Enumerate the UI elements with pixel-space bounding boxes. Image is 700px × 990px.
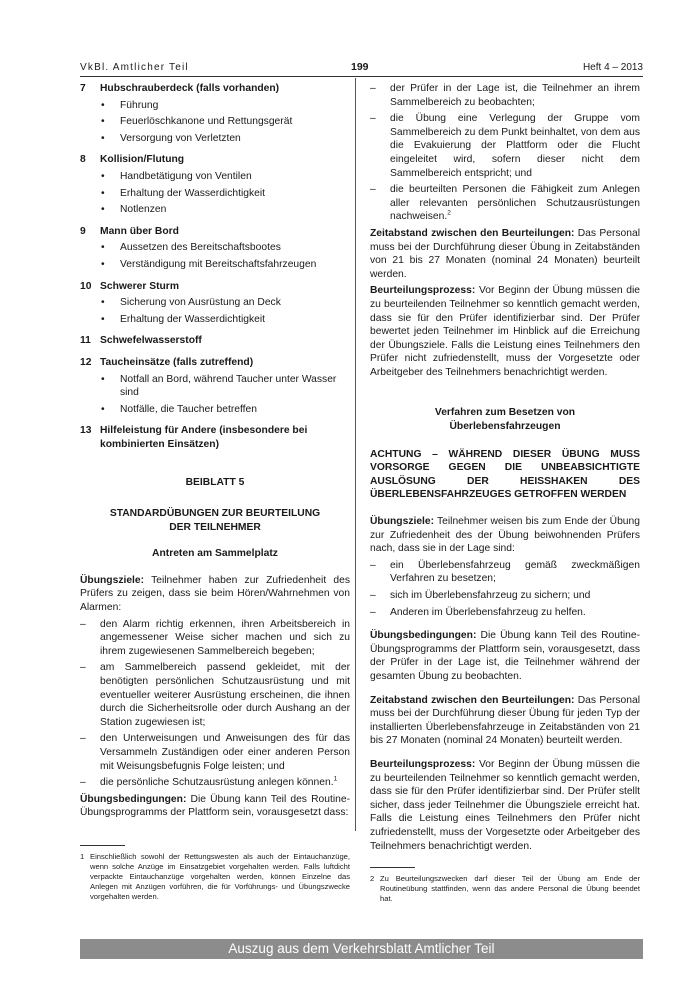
list-item: • Sicherung von Ausrüstung an Deck <box>101 297 281 309</box>
bullet-icon: • <box>101 297 105 309</box>
bullet-icon: • <box>101 403 105 415</box>
goals-paragraph <box>80 574 350 615</box>
footnote-1: 1 Einschließlich sowohl der Rettungswesten als auch der Eintauchanzüge, wenn solche Anzüge im Einsatzgebiet vorgehalten werden. Falls luftdicht verpackte Eintauchanzüge vorgehalten werden, können Einzelne das Anlegen mit Anzügen vorführen, die für Vorführungs- und Übungszwecke vorgehalten werden. <box>80 852 350 902</box>
issue-label: Heft 4 – 2013 <box>582 62 643 73</box>
right-column <box>370 82 640 853</box>
conditions-paragraph-2: Übungsbedingungen: Die Übung kann Teil des Routine-Übungsprogramms der Plattform sein, vorausgesetzt, dass der Prüfer in der Lage ist, die Teilnehmer während der gesamten Übung zu beobachten. <box>370 630 640 682</box>
page-header <box>80 61 643 75</box>
conditions-text: Die Übung kann Teil des Routine-Übungsprogramms der Plattform sein, vorausgesetzt dass: <box>80 793 350 819</box>
left-column <box>80 82 350 820</box>
bullet-list <box>80 170 350 217</box>
item-title: Hubschrauberdeck (falls vorhanden) <box>100 83 280 94</box>
bullet-icon: • <box>101 99 105 111</box>
item-title: Schwefelwasserstoff <box>100 335 202 347</box>
item-number: 7 <box>80 83 86 94</box>
numbered-item-heading <box>80 334 350 348</box>
numbered-item-heading <box>80 153 350 167</box>
list-item: – die Übung eine Verlegung der Gruppe vom Sammelbereich zu dem Punkt beinhaltet, von dem aus die Evakuierung der Plattform oder die Flucht eingeleitet wird, sofern dieser nicht dem Sammelbereich entspricht; und <box>370 113 640 179</box>
item-number: 9 <box>80 225 86 237</box>
process-paragraph-2: Beurteilungsprozess: Vor Beginn der Übung müssen die zu beurteilenden Teilnehmer so kenntlich gemacht werden, dass sie für den Prüfer identifizierbar sind. Der Prüfer stellt sicher, dass jeder Teilnehmer die Übungsziele erreicht hat. Falls die Leistung eines Teilnehmers den Prüfer nicht zufriedenstellt, muss der Vorgesetzte oder Arbeitgeber des Teilnehmers benachrichtigt werden. <box>370 758 640 852</box>
numbered-item <box>80 153 350 216</box>
numbered-item <box>80 424 350 451</box>
bullet-icon: • <box>101 187 105 199</box>
beiblatt-heading: BEIBLATT 5 <box>185 477 245 489</box>
list-item: – Anderen im Überlebensfahrzeug zu helfen. <box>370 606 586 618</box>
numbered-item-heading <box>80 424 350 451</box>
bullet-icon: • <box>101 313 105 325</box>
list-item: – am Sammelbereich passend gekleidet, mit der benötigten persönlichen Schutzausrüstung und mit eventueller weiterer Ausrüstung erscheinen, die ihnen durch die Sicherheitsrolle oder durch Aushang an der Station zugewiesen ist; <box>80 662 350 728</box>
interval-paragraph-2: Zeitabstand zwischen den Beurteilungen: Das Personal muss bei der Durchführung dieser Übung für jeden Typ der installierten Überlebensfahrzeuge in Zeitabständen von 21 bis 27 Monaten (nominal 24 Monaten) beurteilt werden. <box>370 694 640 747</box>
list-item: • Feuerlöschkanone und Rettungsgerät <box>101 116 293 128</box>
interval-paragraph-1: Zeitabstand zwischen den Beurteilungen: Das Personal muss bei der Durchführung dieser Übung in Zeitabständen von 21 bis 27 Monaten (nominal 24 Monaten) beurteilt werden. <box>370 227 640 280</box>
footnote-rule-right <box>370 867 415 868</box>
goals-text: Teilnehmer haben zur Zufriedenheit des Prüfers zu zeigen, dass sie beim Hören/Wahrnehmen von Alarmen: <box>80 574 350 614</box>
goals-paragraph-2: Übungsziele: Teilnehmer weisen bis zum Ende der Übung zur Zufriedenheit des der Übung beiwohnenden Prüfers nach, dass sie in der Lage sind: <box>370 516 640 555</box>
bullet-icon: • <box>101 373 105 385</box>
item-title: Kollision/Flutung <box>100 154 185 166</box>
subheading-sammelplatz: Antreten am Sammelplatz <box>152 548 278 560</box>
bullet-icon: • <box>101 258 105 270</box>
list-item: • Notlenzen <box>101 204 167 216</box>
process-paragraph-1: Beurteilungsprozess: Vor Beginn der Übung müssen die zu beurteilenden Teilnehmer so kenntlich gemacht werden, dass sie für den Prüfer identifizierbar sind. Der Prüfer bewertet jeden Teilnehmer im Hinblick auf die Erreichung der Übungsziele. Falls die Leistung eines Teilnehmers den Prüfer nicht zufriedenstellt, muss der Vorgesetzte oder Arbeitgeber des Teilnehmers benachrichtigt werden. <box>370 285 640 378</box>
goals-list <box>80 618 350 790</box>
numbered-item <box>80 334 350 348</box>
bullet-list <box>80 241 350 271</box>
item-title: Hilfeleistung für Andere (insbesondere bei kombinierten Einsätzen) <box>100 425 308 450</box>
footnote-ref-1[interactable]: 1 <box>333 775 338 783</box>
list-item: • Aussetzen des Bereitschaftsbootes <box>101 242 281 254</box>
item-number: 12 <box>80 356 92 368</box>
list-item: • Erhaltung der Wasserdichtigkeit <box>101 313 265 325</box>
list-item: – den Alarm richtig erkennen, ihren Arbeitsbereich in angemessener Weise sicher machen und sich zu ihrem zugewiesenen Sammelbereich begeben; <box>80 618 350 657</box>
list-item: • Führung <box>101 99 159 111</box>
numbered-item-heading <box>80 280 350 294</box>
conditions-paragraph <box>80 793 350 820</box>
section-title: STANDARDÜBUNGEN ZUR BEURTEILUNG DER TEILNEHMER <box>109 508 321 533</box>
item-number: 10 <box>80 280 92 292</box>
numbered-list <box>80 82 350 451</box>
header-rule <box>80 76 643 77</box>
list-item: – ein Überlebensfahrzeug gemäß zweckmäßigen Verfahren zu besetzen; <box>370 559 640 585</box>
list-item: – sich im Überlebensfahrzeug zu sichern; und <box>370 590 591 601</box>
item-title: Mann über Bord <box>100 225 179 237</box>
list-item: – die persönliche Schutzausrüstung anlegen können.$^1$ <box>80 775 338 789</box>
list-item: • Erhaltung der Wasserdichtigkeit <box>101 187 265 199</box>
item-title: Schwerer Sturm <box>100 280 179 292</box>
bullet-icon: • <box>101 204 105 216</box>
numbered-item <box>80 280 350 327</box>
conditions-list <box>370 82 640 224</box>
bullet-icon: • <box>101 132 105 144</box>
list-item: – die beurteilten Personen die Fähigkeit zum Anlegen aller relevanten persönlichen Schutzausrüstungen nachweisen.$^2$ <box>370 184 640 223</box>
page-number: 199 <box>351 61 369 73</box>
conditions-label: Übungsbedingungen: <box>80 793 187 805</box>
item-number: 8 <box>80 154 86 166</box>
bullet-icon: • <box>101 116 105 128</box>
bullet-list <box>80 296 350 326</box>
item-title: Taucheinsätze (falls zutreffend) <box>100 356 254 368</box>
footnote-2: 2 Zu Beurteilungszwecken darf dieser Teil der Übung am Ende der Routineübung stattfinden, wenn das andere Personal die Übung beendet hat. <box>370 874 640 904</box>
footer-banner: Auszug aus dem Verkehrsblatt Amtlicher Teil <box>80 939 643 959</box>
list-item: • Verständigung mit Bereitschaftsfahrzeugen <box>101 258 317 270</box>
column-divider <box>355 78 356 831</box>
warning-text: ACHTUNG – WÄHREND DIESER ÜBUNG MUSS VORSORGE GEGEN DIE UNBEABSICHTIGTE AUSLÖSUNG DER HEISSHAKEN DES ÜBERLEBENSFAHRZEUGES GETROFFEN WERDEN <box>370 448 640 501</box>
item-number: 11 <box>80 335 91 347</box>
goals-label: Übungsziele: <box>80 574 145 586</box>
list-item: • Versorgung von Verletzten <box>101 132 241 144</box>
list-item: • Notfälle, die Taucher betreffen <box>101 403 258 415</box>
bullet-icon: • <box>101 170 105 182</box>
numbered-item-heading <box>80 356 350 370</box>
numbered-item-heading <box>80 82 350 96</box>
list-item: – der Prüfer in der Lage ist, die Teilnehmer an ihrem Sammelbereich zu beobachten; <box>370 83 640 108</box>
footnote-rule-left <box>80 845 125 846</box>
list-item: – den Unterweisungen und Anweisungen des für das Versammeln Zuständigen oder einer anderen Person mit Weisungsbefugnis Folge leisten; und <box>80 733 350 772</box>
footnote-ref-2[interactable]: 2 <box>447 209 451 217</box>
numbered-item <box>80 356 350 416</box>
subheading-ueberlebensfahrzeuge: Verfahren zum Besetzen von Überlebensfahrzeugen <box>434 407 576 433</box>
list-item: • Handbetätigung von Ventilen <box>101 170 252 182</box>
numbered-item <box>80 225 350 272</box>
list-item: • Notfall an Bord, während Taucher unter Wasser sind <box>101 373 337 399</box>
numbered-item-heading <box>80 225 350 239</box>
bullet-icon: • <box>101 242 105 254</box>
goals-list-2 <box>370 559 640 619</box>
bullet-list <box>80 373 350 417</box>
journal-name: VkBl. Amtlicher Teil <box>80 62 189 73</box>
item-number: 13 <box>80 425 92 437</box>
bullet-list <box>80 99 350 146</box>
numbered-item <box>80 82 350 145</box>
